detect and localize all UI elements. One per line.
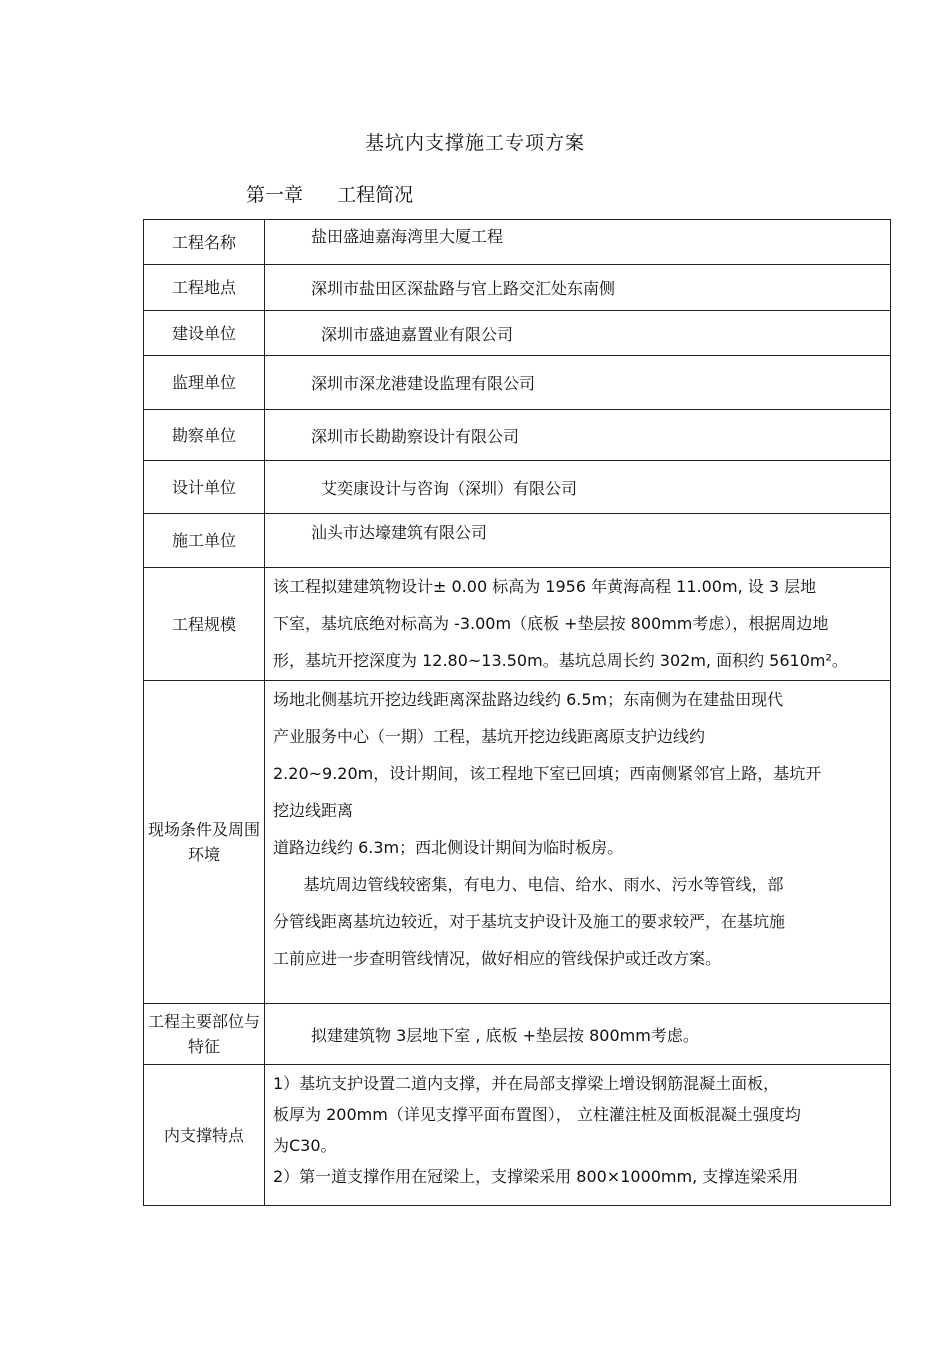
table-row <box>144 1065 891 1206</box>
chapter-title: 工程简况 <box>337 184 414 206</box>
value-line: 汕头市达壕建筑有限公司 <box>311 523 488 542</box>
value-line: 该工程拟建建筑物设计± 0.00 标高为 1956 年黄海高程 11.00m, 设 3 层地 <box>273 577 817 596</box>
value-line: 为C30。 <box>273 1136 337 1155</box>
table-row <box>144 568 891 681</box>
row-value <box>265 220 891 265</box>
table-row <box>144 681 891 1004</box>
table-row <box>144 311 891 356</box>
row-value <box>265 1004 891 1065</box>
value-line: 2）第一道支撑作用在冠梁上，支撑梁采用 800×1000mm, 支撑连梁采用 <box>273 1167 799 1186</box>
value-line: 深圳市长勘勘察设计有限公司 <box>311 426 520 446</box>
value-line: 下室，基坑底绝对标高为 -3.00m（底板 +垫层按 800mm考虑），根据周边地 <box>273 614 829 633</box>
value-line: 盐田盛迪嘉海湾里大厦工程 <box>311 227 504 246</box>
project-overview-table <box>143 219 891 1206</box>
value-line: 产业服务中心（一期）工程，基坑开挖边线距离原支护边线约 <box>273 727 706 746</box>
table-row <box>144 265 891 311</box>
row-value <box>265 356 891 410</box>
row-label: 施工单位 <box>144 514 265 568</box>
value-line: 分管线距离基坑边较近，对于基坑支护设计及施工的要求较严，在基坑施 <box>273 912 786 931</box>
row-label: 工程规模 <box>144 568 265 681</box>
chapter-heading <box>246 180 413 207</box>
table-row <box>144 410 891 461</box>
value-line: 1）基坑支护设置二道内支撑，并在局部支撑梁上增设钢筋混凝土面板， <box>273 1074 780 1093</box>
row-label: 勘察单位 <box>144 410 265 461</box>
value-line: 深圳市盐田区深盐路与官上路交汇处东南侧 <box>311 279 616 298</box>
table-row <box>144 220 891 265</box>
table-row <box>144 1004 891 1065</box>
table-row <box>144 356 891 410</box>
table-row <box>144 461 891 514</box>
row-label: 监理单位 <box>144 356 265 410</box>
value-line: 道路边线约 6.3m；西北侧设计期间为临时板房。 <box>273 838 624 857</box>
value-line: 板厚为 200mm（详见支撑平面布置图）， 立柱灌注桩及面板混凝土强度均 <box>273 1105 801 1124</box>
value-line: 场地北侧基坑开挖边线距离深盐路边线约 6.5m；东南侧为在建盐田现代 <box>273 690 784 709</box>
row-label: 工程主要部位与特征 <box>144 1004 265 1065</box>
value-line: 深圳市盛迪嘉置业有限公司 <box>321 324 514 344</box>
row-value <box>265 681 891 1004</box>
row-value <box>265 514 891 568</box>
value-line: 拟建建筑物 3层地下室 , 底板 +垫层按 800mm考虑。 <box>311 1025 699 1045</box>
row-label: 建设单位 <box>144 311 265 356</box>
row-value <box>265 311 891 356</box>
row-value <box>265 410 891 461</box>
value-line: 形，基坑开挖深度为 12.80~13.50m。基坑总周长约 302m, 面积约 5610m²。 <box>273 651 848 670</box>
row-label: 工程地点 <box>144 265 265 311</box>
value-line: 2.20~9.20m，设计期间，该工程地下室已回填；西南侧紧邻官上路，基坑开 <box>273 764 822 783</box>
document-title: 基坑内支撑施工专项方案 <box>364 132 585 154</box>
row-label: 工程名称 <box>144 220 265 265</box>
table-row <box>144 514 891 568</box>
chapter-number: 第一章 <box>246 184 304 206</box>
value-line: 挖边线距离 <box>273 801 354 820</box>
value-line: 艾奕康设计与咨询（深圳）有限公司 <box>321 478 578 498</box>
value-line: 深圳市深龙港建设监理有限公司 <box>311 374 536 393</box>
row-value <box>265 461 891 514</box>
row-label: 设计单位 <box>144 461 265 514</box>
row-label: 现场条件及周围环境 <box>144 681 265 1004</box>
value-line: 基坑周边管线较密集，有电力、电信、给水、雨水、污水等管线，部 <box>273 875 784 894</box>
row-label: 内支撑特点 <box>144 1065 265 1206</box>
row-value <box>265 265 891 311</box>
row-value <box>265 1065 891 1206</box>
row-value <box>265 568 891 681</box>
value-line: 工前应进一步查明管线情况，做好相应的管线保护或迁改方案。 <box>273 949 722 968</box>
